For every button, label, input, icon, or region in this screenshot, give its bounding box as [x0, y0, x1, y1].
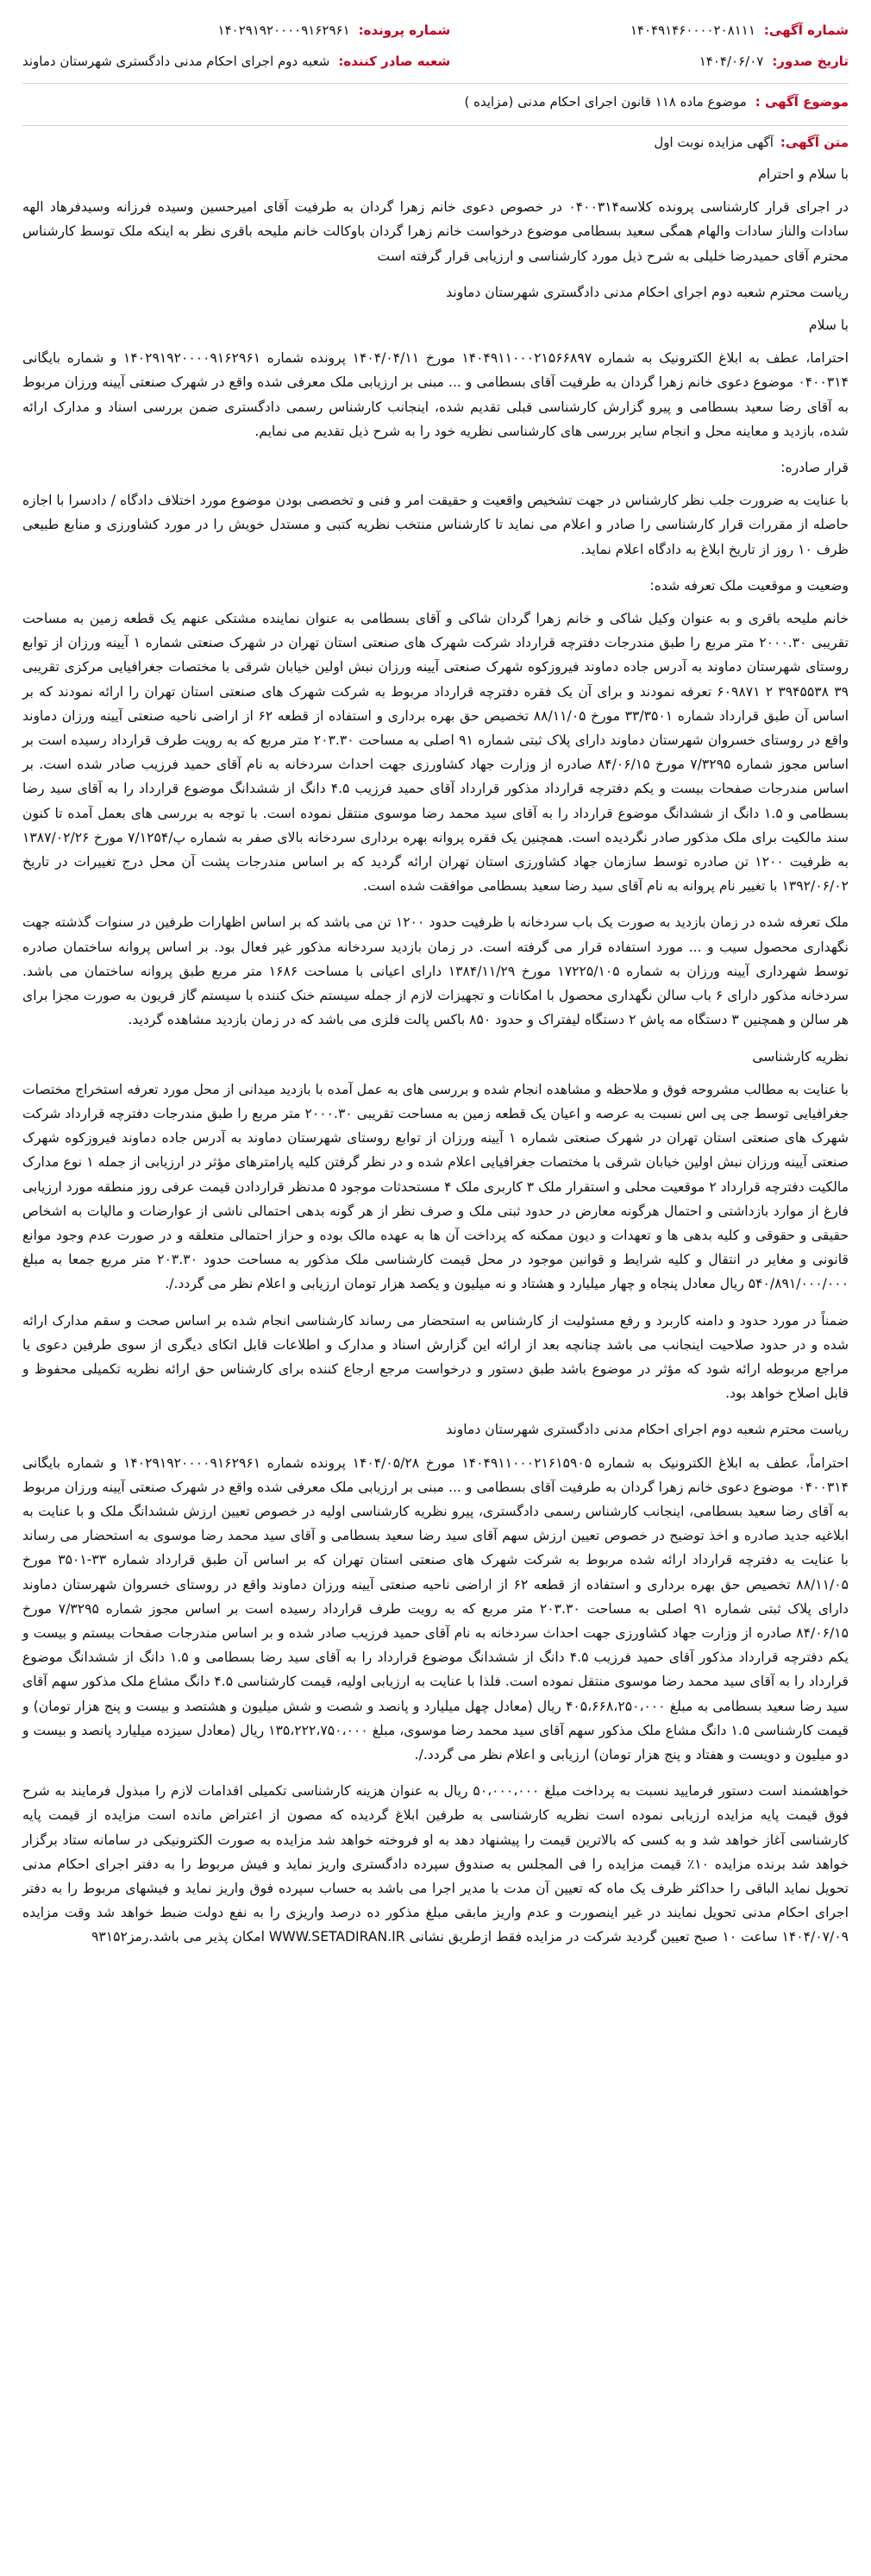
- notice-metadata: [22, 17, 849, 74]
- order-paragraph: با عنایت به ضرورت جلب نظر کارشناس در جهت تشخیص واقعیت و حقیقت امر و فنی و تخصصی بودن موضوع مورد اختلاف دادگاه / دادسرا با اجازه حاصله از مقررات قرار کارشناسی را صادر و اعلام می نماید تا کارشناس منتخب نظریه کتبی و مستدل خویش را در مورد کشاورزی و منابع طبیعی ظرف ۱۰ روز از تاریخ ابلاغ به دادگاه اعلام نماید.: [22, 493, 849, 557]
- supplementary-report-paragraph: احتراماً، عطف به ابلاغ الکترونیک به شماره ۱۴۰۴۹۱۱۰۰۰۲۱۶۱۵۹۰۵ مورخ ۱۴۰۴/۰۵/۲۸ پرونده شماره ۱۴۰۲۹۱۹۲۰۰۰۰۹۱۶۲۹۶۱ و شماره بایگانی ۰۴۰۰۳۱۴ موضوع دعوی خانم زهرا گردان به طرفیت آقای بسطامی و ... مبنی بر ارزیابی ملک معرفی شده واقع در شهرک صنعتی آیینه ورزان مربوط به آقای رضا سعید بسطامی، اینجانب کارشناس رسمی دادگستری، پیرو نظریه کارشناسی اولیه در خصوص تعیین ارزش ششدانگ ملک و با عنایت به ابلاغیه جدید صادره و اخذ توضیح در خصوص تعیین ارزش سهم آقای سید رضا سعید بسطامی و آقای سید محمد رضا موسوی به استحضار می رساند با عنایت به دفترچه قرارداد ارائه شده مربوط به شرکت شهرک های صنعتی استان تهران که بر اساس آن طبق قرارداد شماره ۳۳-۳۵۰۱ مورخ ۸۸/۱۱/۰۵ تخصیص حق بهره برداری و استفاده از قطعه ۶۲ از اراضی ناحیه صنعتی آیینه ورزان دماوند واقع در روستای خسروان شهرستان دماوند دارای پلاک ثبتی شماره ۹۱ اصلی به مساحت ۲۰۳.۳۰ متر مربع که به رویت طرف قرارداد رسیده است بر اساس مجوز شماره ۷/۳۲۹۵ مورخ ۸۴/۰۶/۱۵ صادره از وزارت جهاد کشاورزی جهت احداث سردخانه به نام آقای حمید فرزیب صادر شده و بر اساس مندرجات صفحات بیستم و بیست و یکم دفترچه قرارداد مذکور آقای حمید فرزیب ۴.۵ دانگ از ششدانگ موضوع قرارداد را به آقای سید رضا بسطامی و ۱.۵ دانگ از ششدانگ موضوع قرارداد را به آقای سید محمد رضا موسوی منتقل نموده است. فلذا با عنایت به ارزیابی اولیه، قیمت کارشناسی ۴.۵ دانگ مشاع ملک مذکور سهم آقای سید رضا سعید بسطامی به مبلغ ۴۰۵،۶۶۸،۲۵۰،۰۰۰ ریال (معادل چهل میلیارد و پانصد و شصت و شش میلیون و هشتصد و بیست و پنج هزار تومان) و قیمت کارشناسی ۱.۵ دانگ مشاع ملک مذکور سهم آقای سید محمد رضا موسوی، مبلغ ۱۳۵،۲۲۲،۷۵۰،۰۰۰ ریال (معادل سیزده میلیارد پانصد و بیست و دو میلیون و دویست و هفتاد و پنج هزار تومان) ارزیابی و اعلام نظر می گردد./.: [22, 1454, 849, 1762]
- ad-text-row: [22, 129, 849, 155]
- expert-opinion-heading: نظریه کارشناسی: [752, 1048, 849, 1065]
- reference-paragraph: احتراما، عطف به ابلاغ الکترونیک به شماره ۱۴۰۴۹۱۱۰۰۰۲۱۵۶۶۸۹۷ مورخ ۱۴۰۴/۰۴/۱۱ پرونده شماره ۱۴۰۲۹۱۹۲۰۰۰۰۹۱۶۲۹۶۱ و شماره بایگانی ۰۴۰۰۳۱۴ موضوع دعوی خانم زهرا گردان به طرفیت آقای بسطامی و ... مبنی بر ارزیابی ملک معرفی شده واقع در شهرک صنعتی آیینه ورزان مربوط به آقای رضا سعید بسطامی و پیرو گزارش کارشناسی قبلی تقدیم شده، اینجانب کارشناس رسمی دادگستری ضمن بررسی اسناد و مدارک ارائه شده، بازدید و معاینه محل و انجام سایر بررسی های کارشناسی نظریه خود را به شرح ذیل تقدیم می نمایم.: [22, 350, 849, 439]
- case-number-label: شماره پرونده:: [358, 22, 451, 38]
- issue-date-label: تاریخ صدور:: [772, 53, 849, 69]
- intro-paragraph: در اجرای قرار کارشناسی پرونده کلاسه۰۴۰۰۳۱۴ در خصوص دعوی خانم زهرا گردان به طرفیت آقای امیرحسین وسیده فرزانه وسیدفرهاد الهه سادات والناز سادات والهام همگی سعید بسطامی موضوع درخواست خانم زهرا گردان باوکالت خانم ملیحه باقری نظر به اینکه ملک توسط کارشناس محترم آقای حمیدرضا خلیلی به شرح ذیل مورد کارشناسی و ارزیابی قرار گرفته است: [22, 199, 849, 264]
- ad-number-value: ۱۴۰۴۹۱۴۶۰۰۰۰۲۰۸۱۱۱: [630, 22, 755, 38]
- issue-date-value: ۱۴۰۴/۰۶/۰۷: [699, 53, 764, 69]
- issuer-row: [22, 48, 450, 74]
- subject-label: موضوع آگهی :: [755, 94, 849, 110]
- greeting: با سلام و احترام: [758, 166, 849, 182]
- case-number-value: ۱۴۰۲۹۱۹۲۰۰۰۰۹۱۶۲۹۶۱: [217, 22, 350, 38]
- auction-terms-paragraph: خواهشمند است دستور فرمایید نسبت به پرداخت مبلغ ۵۰،۰۰۰،۰۰۰ ریال به عنوان هزینه کارشناسی تکمیلی اقدامات لازم را مبذول فرمایند به شرح فوق قیمت پایه مزایده ارزیابی نموده است نظریه کارشناسی به طرفین ابلاغ گردیده که مصون از اعتراض مانده است مزایده از قیمت پایه کارشناسی آغاز خواهد شد و به کسی که بالاترین قیمت را پیشنهاد دهد به او فروخته خواهد شد مزایده به صورت الکترونیکی در سامانه ستاد برگزار خواهد شد برنده مزایده ۱۰٪ قیمت مزایده را فی المجلس به صندوق سپرده دادگستری واریز نماید و فیش مربوط را به دفتر اجرای احکام مدنی تحویل نماید الباقی را حداکثر ظرف یک ماه که تعیین آن مدت با مدیر اجرا می باشد به حساب سپرده فوق واریز نماید و فیشهای مربوط را به دفتر اجرای احکام مدنی تحویل نمایند در غیر اینصورت و عدم واریز مابقی مبلغ مذکور ده درصد واریزی را به نفع دولت ضبط خواهد شد وقت مزایده ۱۴۰۴/۰۷/۰۹ ساعت ۱۰ صبح تعیین گردید شرکت در مزایده فقط ازطریق نشانی WWW.SETADIRAN.IR امکان پذیر می باشد.رمز۹۳۱۵۲: [22, 1783, 849, 1945]
- case-number-row: [22, 17, 450, 43]
- issue-date-row: [485, 48, 849, 74]
- second-addressee-heading: ریاست محترم شعبه دوم اجرای احکام مدنی دادگستری شهرستان دماوند: [446, 1422, 849, 1438]
- addressee-heading: ریاست محترم شعبه دوم اجرای احکام مدنی دادگستری شهرستان دماوند: [446, 284, 849, 300]
- subject-row: [22, 87, 849, 116]
- order-heading: قرار صادره:: [780, 460, 849, 476]
- expert-opinion-paragraph: با عنایت به مطالب مشروحه فوق و ملاحظه و مشاهده انجام شده و بررسی های به عمل آمده با بازدید میدانی از محل مورد تعرفه استخراج مختصات جغرافیایی توسط جی پی اس نسبت به عرصه و اعیان یک قطعه زمین به مساحت تقریبی ۲۰۰۰.۳۰ متر مربع را طبق مندرجات دفترچه قرارداد شرکت شهرک های صنعتی استان تهران در شهرک صنعتی شماره ۱ آیینه ورزان از توابع روستای شهرستان دماوند به آدرس جاده دماوند فیروزکوه شهرک صنعتی آیینه ورزان نبش اولین خیابان شرقی با مختصات جغرافیایی اعلام شده و در نظر گرفتن کلیه پارامترهای مؤثر در ارزیابی از جمله ۱ نوع مدارک مالکیت دفترچه قرارداد ۲ موقعیت محلی و استقرار ملک ۳ کاربری ملک ۴ مستحدثات موجود ۵ مدنظر قراردادن قیمت عرفی روز منطقه مورد ارزیابی فارغ از موارد بازداشتی و احتمال هرگونه معارض در حدود ثبتی ملک و صرف نظر از هر گونه بدهی احتمالی ناشی از عوارضات و مالیات به اشخاص حقیقی و حقوقی و کلیه بدهی ها و تعهدات و دیون ممکنه که پرداخت آن ها به عهده مالک بوده و حراز احتمالی متعلقه و در صورت عدم وجود موانع قانونی و مغایر در انتقال و کلیه شرایط و قوانین موجود در محل قیمت کارشناسی ملک مذکور به مساحت حدود ۲۰۳.۳۰ متر مربع جمعا به مبلغ ۵۴۰/۸۹۱/۰۰۰/۰۰۰ ریال معادل پنجاه و چهار میلیارد و هشتاد و نه میلیون و یکصد هزار تومان ارزیابی و اعلام نظر می گردد./.: [22, 1081, 849, 1292]
- ad-text-label: متن آگهی:: [780, 135, 849, 150]
- subject-divider: [22, 125, 849, 126]
- ad-number-row: [485, 17, 849, 43]
- issuer-label: شعبه صادر کننده:: [338, 53, 451, 69]
- property-heading: وضعیت و موقعیت ملک تعرفه شده:: [649, 577, 849, 594]
- notice-body: [22, 162, 849, 1950]
- issuer-value: شعبه دوم اجرای احکام مدنی دادگستری شهرستان دماوند: [22, 53, 330, 69]
- salutation: با سلام: [808, 317, 849, 334]
- property-description: خانم ملیحه باقری و به عنوان وکیل شاکی و خانم زهرا گردان شاکی و آقای بسطامی به عنوان نماینده مشتکی عنهم یک قطعه زمین به مساحت تقریبی ۲۰۰۰.۳۰ متر مربع را طبق مندرجات دفترچه قرارداد شرکت شهرک های صنعتی استان تهران در شهرک صنعتی شماره ۱ آیینه ورزان از توابع روستای شهرستان دماوند به آدرس جاده دماوند فیروزکوه شهرک صنعتی آیینه ورزان نبش اولین خیابان شرقی با مختصات جغرافیایی مرکزی تقریبی ۳۹ ۳۹۴۵۵۳۸ ۲ ۶۰۹۸۷۱ تعرفه نمودند و برای آن یک فقره دفترچه قرارداد مربوط به شرکت شهرک های صنعتی استان تهران را ارائه نمودند که بر اساس آن طبق قرارداد شماره ۳۳/۳۵۰۱ مورخ ۸۸/۱۱/۰۵ تخصیص حق بهره برداری و استفاده از قطعه ۶۲ از اراضی ناحیه صنعتی آیینه ورزان دماوند واقع در روستای خسروان شهرستان دماوند دارای پلاک ثبتی شماره ۹۱ اصلی به مساحت ۲۰۳.۳۰ متر مربع که به رویت طرف قرارداد رسیده است بر اساس مجوز شماره ۷/۳۲۹۵ مورخ ۸۴/۰۶/۱۵ صادره از وزارت جهاد کشاورزی جهت احداث سردخانه به نام آقای حمید فرزیب صادر شده است. بر اساس مندرجات صفحات بیست و یکم دفترچه قرارداد مذکور قرارداد آقای حمید فرزیب ۴.۵ دانگ از ششدانگ موضوع قرارداد را به آقای سید رضا بسطامی و ۱.۵ دانگ از ششدانگ موضوع قرارداد را به آقای سید محمد رضا موسوی منتقل نموده است. با توجه به بررسی های بعمل آمده تا کنون سند مالکیت برای ملک مذکور صادر نگردیده است. همچنین یک فقره پروانه بهره برداری سردخانه بالای صفر به شماره پ/۷/۱۲۵۴ مورخ ۱۳۸۷/۰۲/۲۶ به ظرفیت ۱۲۰۰ تن صادره توسط سازمان جهاد کشاورزی استان تهران ارائه گردید که بر اساس مندرجات پشت آن محل درج تغییرات در تاریخ ۱۳۹۲/۰۶/۰۲ با تغییر نام پروانه به نام آقای سید رضا سعید بسطامی موافقت شده است.: [22, 611, 849, 895]
- subject-text: موضوع ماده ۱۱۸ قانون اجرای احکام مدنی (مزایده ): [464, 94, 747, 110]
- disclaimer-paragraph: ضمناً در مورد حدود و دامنه کاربرد و رفع مسئولیت از کارشناس به استحضار می رساند کارشناسی انجام شده بر اساس صحت و سقم مدارک ارائه شده و در حدود صلاحیت اینجانب می باشد چنانچه بعد از ارائه این گزارش اسناد و مدارک و اطلاعات قابل اتکای دیگری از سوی طرفین دعوی یا مراجع مربوطه ارائه شود که مؤثر در موضوع باشد طبق دستور و درخواست مرجع ارجاع کننده برای کارشناس حق ارائه نظریه تکمیلی محفوظ و قابل اصلاح خواهد بود.: [22, 1312, 849, 1402]
- ad-number-label: شماره آگهی:: [763, 22, 849, 38]
- header-divider: [22, 83, 849, 84]
- ad-text-title: آگهی مزایده نوبت اول: [654, 135, 774, 150]
- inspection-paragraph: ملک تعرفه شده در زمان بازدید به صورت یک باب سردخانه با ظرفیت حدود ۱۲۰۰ تن می باشد که بر اساس اظهارات طرفین در سنوات گذشته جهت نگهداری محصول سیب و ... مورد استفاده قرار می گرفته است. در زمان بازدید سردخانه مذکور غیر فعال بود. بر اساس پروانه ساختمان صادره توسط شهرداری آیینه ورزان به شماره ۱۷۲۲۵/۱۰۵ مورخ ۱۳۸۴/۱۱/۲۹ دارای اعیانی با مساحت ۱۶۸۶ متر مربع طبق پروانه ساختمان می باشد. سردخانه مذکور دارای ۶ باب سالن نگهداری محصول با امکانات و تجهیزات لازم از جمله سیستم خنک کننده با سیستم گاز فریون به صورت مجزا برای هر سالن و همچنین ۳ دستگاه مه پاش ۲ دستگاه لیفتراک و حدود ۸۵۰ باکس پالت فلزی می باشد که در زمان بازدید مشاهده گردید.: [22, 914, 849, 1028]
